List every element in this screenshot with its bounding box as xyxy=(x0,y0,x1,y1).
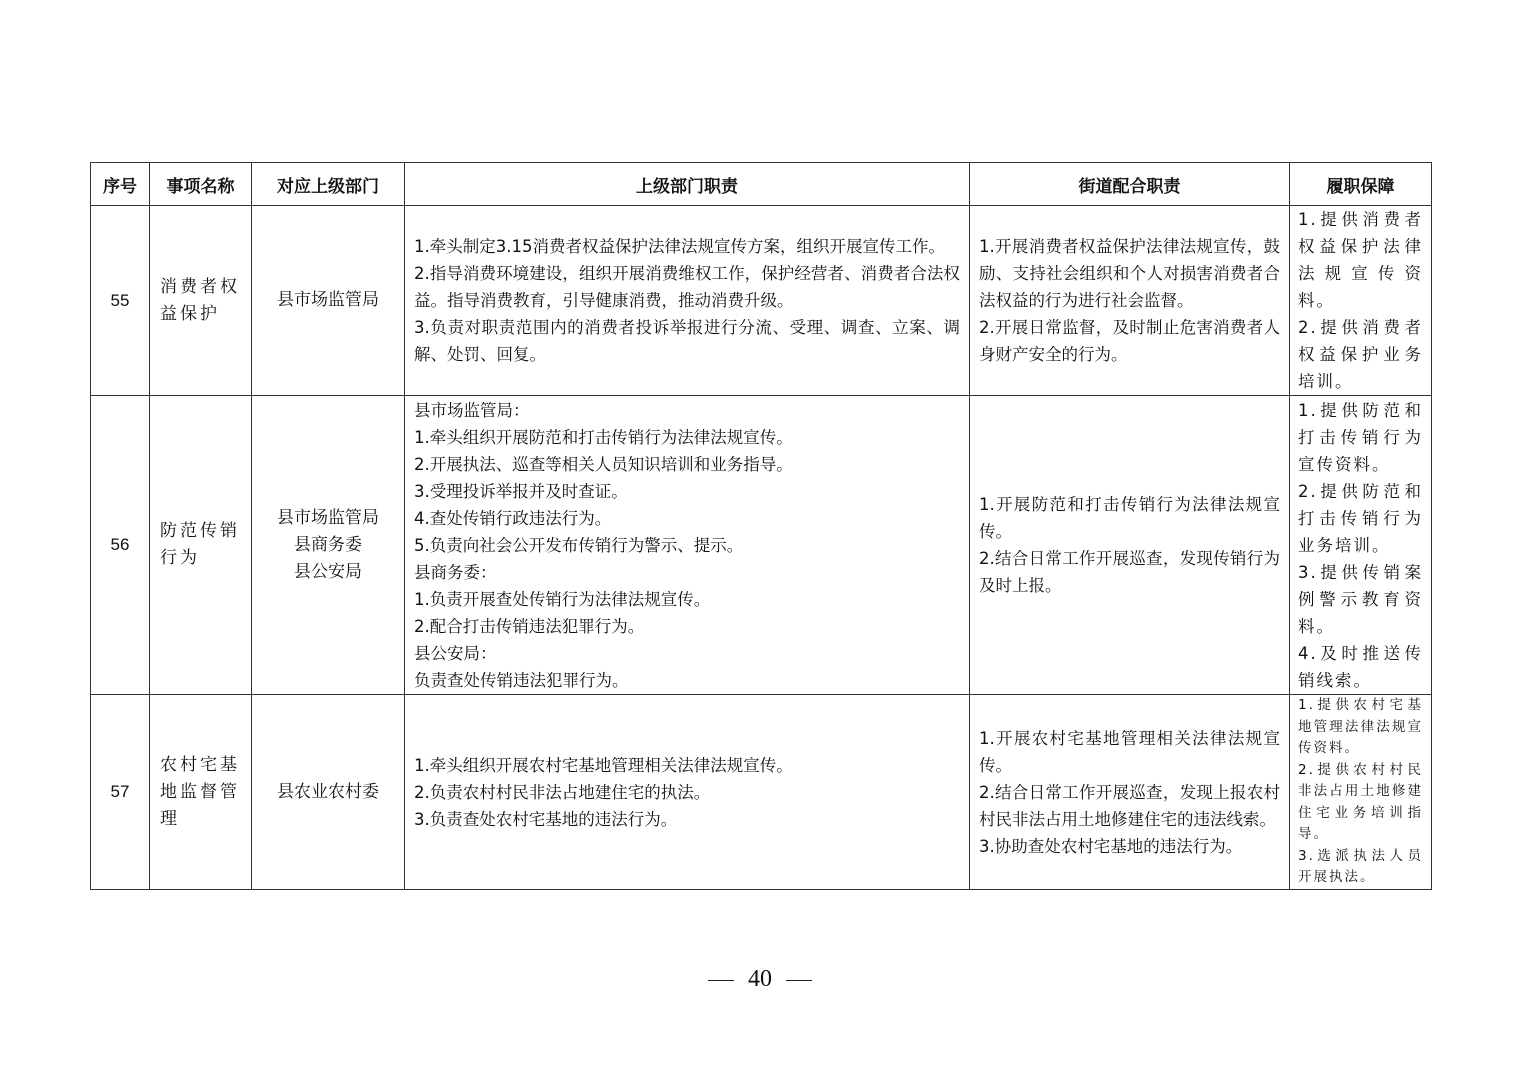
row-guarantee xyxy=(1290,206,1432,396)
page-footer xyxy=(0,966,1520,993)
duty-line: 1.开展消费者权益保护法律法规宣传，鼓励、支持社会组织和个人对损害消费者合法权益的行为进行社会监督。 xyxy=(979,237,1280,310)
table-header-row xyxy=(91,163,1432,206)
duty-line: 5.负责向社会公开发布传销行为警示、提示。 xyxy=(414,535,744,555)
guarantee-line: 2.提供农村村民非法占用土地修建住宅业务培训指导。 xyxy=(1298,761,1423,843)
page-number: 40 xyxy=(748,966,772,992)
guarantee-line: 3.选派执法人员开展执法。 xyxy=(1298,847,1423,886)
dept-line: 县农业农村委 xyxy=(277,781,379,802)
row-number: 56 xyxy=(91,396,150,695)
header-upper-duty: 上级部门职责 xyxy=(405,163,970,206)
guarantee-line: 4.及时推送传销线索。 xyxy=(1298,643,1423,690)
guarantee-line: 2.提供防范和打击传销行为业务培训。 xyxy=(1298,481,1423,555)
guarantee-line: 1.提供农村宅基地管理法律法规宣传资料。 xyxy=(1298,697,1423,757)
duty-line: 3.协助查处农村宅基地的违法行为。 xyxy=(979,836,1243,856)
duty-line: 2.指导消费环境建设，组织开展消费维权工作，保护经营者、消费者合法权益。指导消费教育，引导健康消费，推动消费升级。 xyxy=(414,264,960,310)
duty-line: 3.负责对职责范围内的消费者投诉举报进行分流、受理、调查、立案、调解、处罚、回复。 xyxy=(414,318,960,364)
row-item-name: 农村宅基地监督管理 xyxy=(150,695,252,890)
duty-line: 3.负责查处农村宅基地的违法行为。 xyxy=(414,809,678,829)
dept-line: 县市场监管局 xyxy=(277,290,379,310)
row-upper-duty xyxy=(405,396,970,695)
table-row xyxy=(91,695,1432,890)
row-street-duty xyxy=(970,695,1290,890)
duty-line: 1.牵头组织开展防范和打击传销行为法律法规宣传。 xyxy=(414,427,793,447)
duty-line: 4.查处传销行政违法行为。 xyxy=(414,508,612,528)
guarantee-line: 2.提供消费者权益保护业务培训。 xyxy=(1298,318,1423,391)
footer-dash-left xyxy=(708,980,734,981)
row-number: 57 xyxy=(91,695,150,890)
duty-line: 县商务委： xyxy=(414,562,497,582)
row-street-duty xyxy=(970,396,1290,695)
duty-line: 2.结合日常工作开展巡查，发现上报农村村民非法占用土地修建住宅的违法线索。 xyxy=(979,782,1280,829)
row-dept xyxy=(252,695,405,890)
row-guarantee xyxy=(1290,695,1432,890)
duty-line: 2.负责农村村民非法占地建住宅的执法。 xyxy=(414,782,711,802)
duty-line: 1.负责开展查处传销行为法律法规宣传。 xyxy=(414,589,711,609)
header-item-name: 事项名称 xyxy=(150,163,252,206)
duty-line: 2.开展执法、巡查等相关人员知识培训和业务指导。 xyxy=(414,454,793,474)
row-number: 55 xyxy=(91,206,150,396)
duty-line: 县公安局： xyxy=(414,643,497,663)
header-street-duty: 街道配合职责 xyxy=(970,163,1290,206)
duty-line: 2.结合日常工作开展巡查，发现传销行为及时上报。 xyxy=(979,549,1280,595)
row-dept xyxy=(252,396,405,695)
duty-line: 1.开展防范和打击传销行为法律法规宣传。 xyxy=(979,495,1280,541)
duty-line: 3.受理投诉举报并及时查证。 xyxy=(414,481,628,501)
row-item-name: 消费者权益保护 xyxy=(150,206,252,396)
row-item-name: 防范传销行为 xyxy=(150,396,252,695)
table-row xyxy=(91,206,1432,396)
duty-line: 2.配合打击传销违法犯罪行为。 xyxy=(414,616,645,636)
row-street-duty xyxy=(970,206,1290,396)
duty-line: 2.开展日常监督，及时制止危害消费者人身财产安全的行为。 xyxy=(979,318,1280,364)
duty-line: 1.牵头组织开展农村宅基地管理相关法律法规宣传。 xyxy=(414,755,793,775)
duty-line: 1.牵头制定3.15消费者权益保护法律法规宣传方案，组织开展宣传工作。 xyxy=(414,237,945,256)
footer-dash-right xyxy=(786,980,812,981)
guarantee-line: 3.提供传销案例警示教育资料。 xyxy=(1298,562,1423,636)
dept-line: 县市场监管局 xyxy=(277,507,379,528)
header-serial: 序号 xyxy=(91,163,150,206)
row-guarantee xyxy=(1290,396,1432,695)
row-dept xyxy=(252,206,405,396)
duty-table xyxy=(90,162,1432,890)
row-upper-duty xyxy=(405,695,970,890)
row-upper-duty xyxy=(405,206,970,396)
duty-line: 县市场监管局： xyxy=(414,400,530,420)
dept-line: 县公安局 xyxy=(294,561,362,582)
duty-line: 负责查处传销违法犯罪行为。 xyxy=(414,670,629,690)
guarantee-line: 1.提供防范和打击传销行为宣传资料。 xyxy=(1298,400,1423,474)
guarantee-line: 1.提供消费者权益保护法律法规宣传资料。 xyxy=(1298,210,1423,310)
duty-line: 1.开展农村宅基地管理相关法律法规宣传。 xyxy=(979,728,1280,775)
header-upper-dept: 对应上级部门 xyxy=(252,163,405,206)
table-row xyxy=(91,396,1432,695)
dept-line: 县商务委 xyxy=(294,534,362,555)
header-guarantee: 履职保障 xyxy=(1290,163,1432,206)
